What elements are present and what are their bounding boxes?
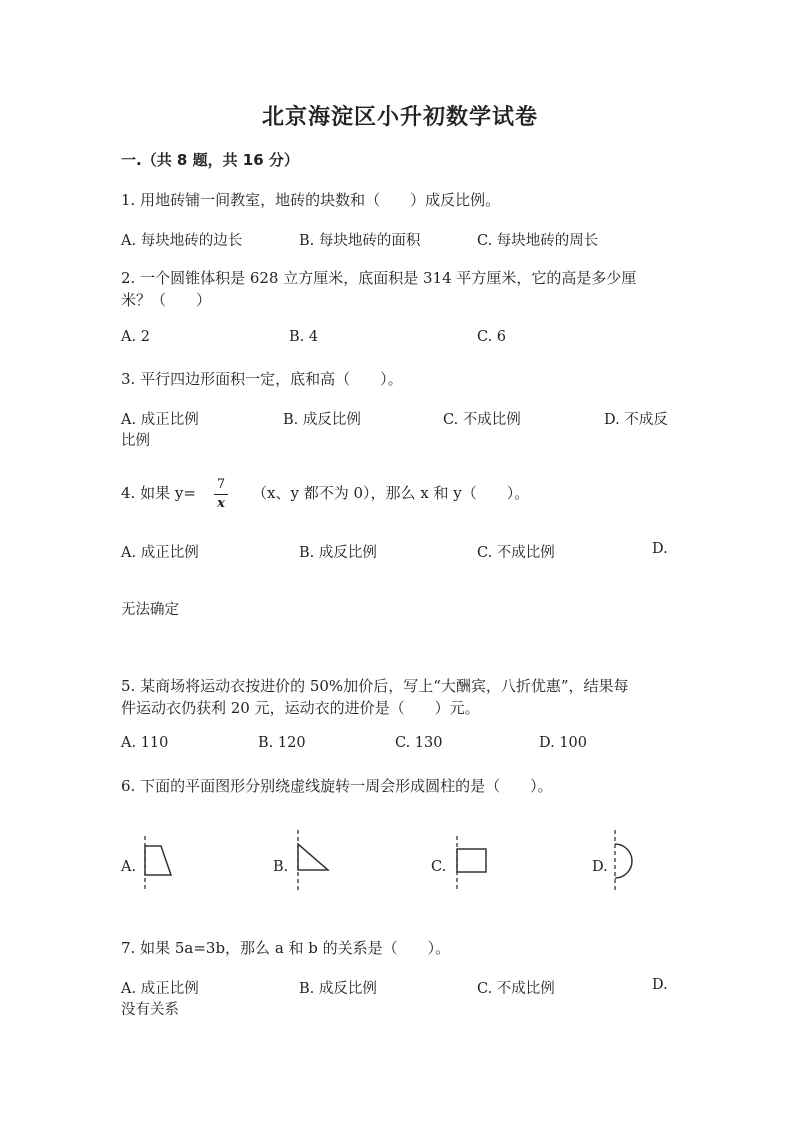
q4-option-a: A. 成正比例 (121, 545, 199, 561)
q7-option-b: B. 成反比例 (299, 981, 377, 997)
q6-option-c: C. (431, 859, 447, 875)
q6-option-b: B. (273, 859, 289, 875)
question-3: 3. 平行四边形面积一定，底和高（ ）。 (121, 370, 403, 388)
q6-option-a: A. (121, 859, 137, 875)
q1-option-b: B. 每块地砖的面积 (299, 233, 421, 249)
semicircle-figure (609, 828, 639, 894)
q5-option-b: B. 120 (258, 735, 306, 751)
question-5-line-1: 5. 某商场将运动衣按进价的 50%加价后，写上“大酬宾，八折优惠”，结果每 (121, 677, 629, 695)
q2-option-a: A. 2 (121, 329, 150, 345)
trapezoid-figure (138, 834, 178, 894)
question-2-line-2: 米？（ ） (121, 291, 212, 309)
section-heading: 一.（共 8 题，共 16 分） (121, 151, 299, 169)
q6-option-d: D. (592, 859, 608, 875)
q4-option-b: B. 成反比例 (299, 545, 377, 561)
question-4-prefix: 4. 如果 y= (121, 484, 196, 502)
q7-option-c: C. 不成比例 (477, 981, 555, 997)
fraction-bar (214, 494, 228, 495)
q4-option-d: D. (652, 541, 668, 557)
triangle-figure (291, 828, 331, 894)
q7-option-d: D. (652, 977, 668, 993)
fraction-7-over-x (214, 477, 228, 512)
q7-option-d-wrap: 没有关系 (121, 1002, 179, 1018)
question-7: 7. 如果 5a=3b，那么 a 和 b 的关系是（ ）。 (121, 939, 451, 957)
q5-option-c: C. 130 (395, 735, 443, 751)
q3-option-a: A. 成正比例 (121, 412, 199, 428)
q4-option-c: C. 不成比例 (477, 545, 555, 561)
question-5-line-2: 件运动衣仍获利 20 元，运动衣的进价是（ ）元。 (121, 699, 480, 717)
q3-option-d: D. 不成反 (604, 412, 668, 428)
q3-option-c: C. 不成比例 (443, 412, 521, 428)
question-6: 6. 下面的平面图形分别绕虚线旋转一周会形成圆柱的是（ ）。 (121, 777, 553, 795)
q2-option-c: C. 6 (477, 329, 507, 345)
page-title: 北京海淀区小升初数学试卷 (261, 105, 538, 130)
fraction-numerator: 7 (216, 477, 226, 492)
q3-option-d-wrap: 比例 (121, 433, 150, 449)
question-4-suffix: （x、y 都不为 0），那么 x 和 y（ ）。 (252, 484, 530, 502)
fraction-denominator: x (217, 496, 225, 511)
q5-option-a: A. 110 (121, 735, 169, 751)
question-1: 1. 用地砖铺一间教室，地砖的块数和（ ）成反比例。 (121, 191, 501, 209)
rectangle-figure (450, 834, 492, 894)
q4-option-d-wrap: 无法确定 (121, 602, 179, 618)
question-2-line-1: 2. 一个圆锥体积是 628 立方厘米，底面积是 314 平方厘米，它的高是多少厘 (121, 269, 637, 287)
q3-option-b: B. 成反比例 (283, 412, 361, 428)
q1-option-c: C. 每块地砖的周长 (477, 233, 599, 249)
q5-option-d: D. 100 (539, 735, 588, 751)
q1-option-a: A. 每块地砖的边长 (121, 233, 243, 249)
q7-option-a: A. 成正比例 (121, 981, 199, 997)
q2-option-b: B. 4 (289, 329, 319, 345)
